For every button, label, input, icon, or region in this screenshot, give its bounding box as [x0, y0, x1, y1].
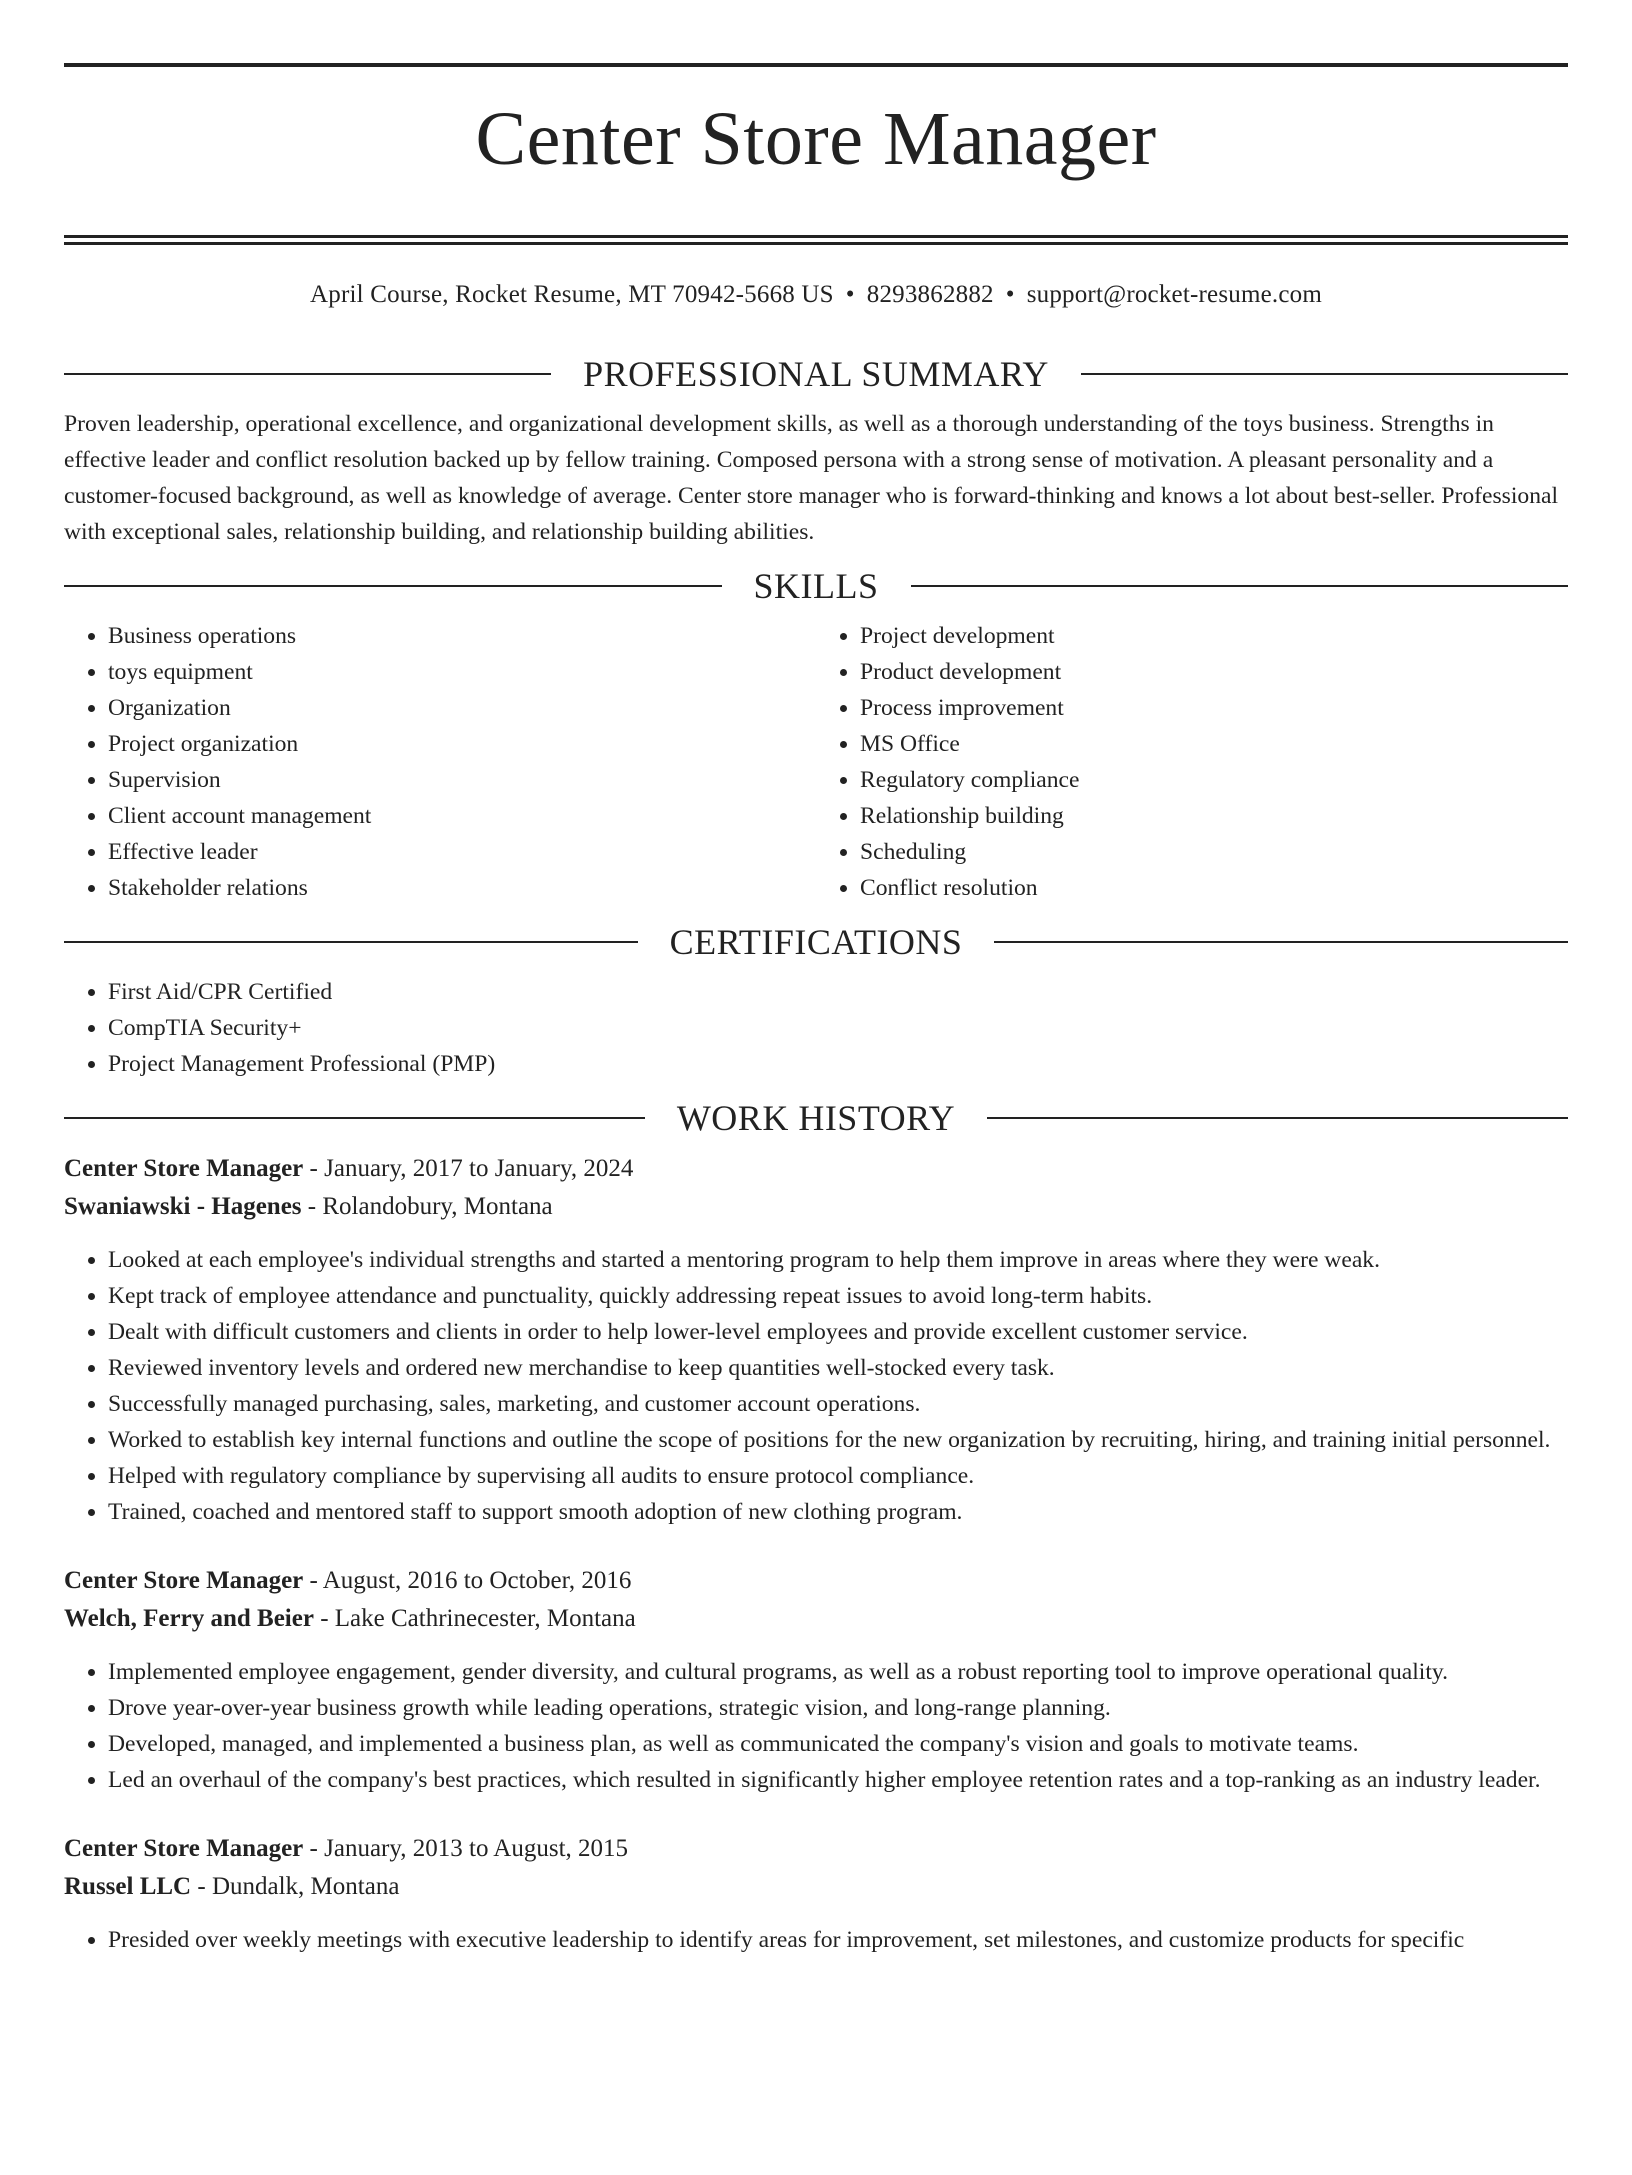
job-bullet: • Developed, managed, and implemented a business plan, as well as communicated the company's vision and goals to motivate teams.: [108, 1726, 1568, 1762]
contact-separator: •: [845, 281, 855, 308]
skill-item: • Project organization: [108, 726, 816, 762]
section-heading-work-history: [64, 1096, 1568, 1140]
heading-rule: [64, 941, 638, 943]
job-location: - Rolandobury, Montana: [301, 1193, 553, 1220]
job-location: - Lake Cathrinecester, Montana: [313, 1605, 636, 1632]
contact-separator: •: [1005, 281, 1015, 308]
job-entry: [64, 1150, 1568, 1530]
skill-item: • Product development: [860, 654, 1568, 690]
job-bullet: • Looked at each employee's individual strengths and started a mentoring program to help them improve in areas where they were weak.: [108, 1242, 1568, 1278]
job-dates: - January, 2017 to January, 2024: [303, 1155, 634, 1182]
job-company: Swaniawski - Hagenes: [64, 1193, 302, 1220]
skill-item: • Relationship building: [860, 798, 1568, 834]
job-bullet: • Presided over weekly meetings with executive leadership to identify areas for improvement, set milestones, and customize products for specific: [108, 1922, 1568, 1958]
job-bullet: • Helped with regulatory compliance by supervising all audits to ensure protocol compliance.: [108, 1458, 1568, 1494]
job-bullet: • Successfully managed purchasing, sales, marketing, and customer account operations.: [108, 1386, 1568, 1422]
resume-page: [0, 63, 1632, 2175]
job-title: Center Store Manager: [64, 1155, 304, 1182]
page-title: Center Store Manager: [475, 97, 1157, 181]
skill-item: • Conflict resolution: [860, 870, 1568, 906]
section-heading-text: SKILLS: [753, 566, 879, 606]
certification-item: • CompTIA Security+: [108, 1010, 1568, 1046]
job-company: Welch, Ferry and Beier: [64, 1605, 314, 1632]
job-location: - Dundalk, Montana: [191, 1873, 400, 1900]
skill-item: • Process improvement: [860, 690, 1568, 726]
skill-item: • MS Office: [860, 726, 1568, 762]
contact-address: April Course, Rocket Resume, MT 70942-5668 US: [310, 281, 834, 308]
section-heading-text: CERTIFICATIONS: [669, 922, 963, 962]
certification-item: • First Aid/CPR Certified: [108, 974, 1568, 1010]
job-title: Center Store Manager: [64, 1567, 304, 1594]
job-company-line: [64, 1188, 1568, 1226]
job-company-line: [64, 1868, 1568, 1906]
job-dates: - January, 2013 to August, 2015: [303, 1835, 629, 1862]
section-heading-summary: [64, 352, 1568, 396]
heading-rule: [994, 941, 1568, 943]
heading-rule: [987, 1117, 1568, 1119]
job-dates: - August, 2016 to October, 2016: [303, 1567, 632, 1594]
job-entry: [64, 1562, 1568, 1798]
skill-item: • Effective leader: [108, 834, 816, 870]
job-bullets: [64, 1242, 1568, 1530]
skills-list-left: [64, 618, 816, 906]
job-bullets: [64, 1654, 1568, 1798]
section-heading-certifications: [64, 920, 1568, 964]
job-bullet: • Worked to establish key internal functions and outline the scope of positions for the new organization by recruiting, hiring, and training initial personnel.: [108, 1422, 1568, 1458]
heading-rule: [1081, 373, 1568, 375]
section-heading-skills: [64, 564, 1568, 608]
skill-item: • Organization: [108, 690, 816, 726]
skills-list-right: [816, 618, 1568, 906]
skill-item: • toys equipment: [108, 654, 816, 690]
job-company: Russel LLC: [64, 1873, 192, 1900]
job-company-line: [64, 1600, 1568, 1638]
contact-phone: 8293862882: [866, 281, 994, 308]
certifications-list: [64, 974, 1568, 1082]
job-bullet: • Trained, coached and mentored staff to support smooth adoption of new clothing program.: [108, 1494, 1568, 1530]
section-heading-text: PROFESSIONAL SUMMARY: [583, 354, 1049, 394]
heading-rule: [64, 585, 722, 587]
skill-item: • Supervision: [108, 762, 816, 798]
section-heading-text: WORK HISTORY: [676, 1098, 956, 1138]
job-bullet: • Implemented employee engagement, gender diversity, and cultural programs, as well as a robust reporting tool to improve operational quality.: [108, 1654, 1568, 1690]
skill-item: • Stakeholder relations: [108, 870, 816, 906]
job-title-line: [64, 1150, 1568, 1188]
heading-rule: [64, 1117, 645, 1119]
job-title-line: [64, 1830, 1568, 1868]
job-bullet: • Drove year-over-year business growth while leading operations, strategic vision, and long-range planning.: [108, 1690, 1568, 1726]
certification-item: • Project Management Professional (PMP): [108, 1046, 1568, 1082]
contact-email: support@rocket-resume.com: [1026, 281, 1322, 308]
skill-item: • Regulatory compliance: [860, 762, 1568, 798]
job-bullets: [64, 1922, 1568, 1958]
job-title: Center Store Manager: [64, 1835, 304, 1862]
skill-item: • Client account management: [108, 798, 816, 834]
header-double-rule: [64, 235, 1568, 245]
contact-line: [64, 279, 1568, 311]
skill-item: • Scheduling: [860, 834, 1568, 870]
skill-item: • Business operations: [108, 618, 816, 654]
job-bullet: • Reviewed inventory levels and ordered new merchandise to keep quantities well-stocked every task.: [108, 1350, 1568, 1386]
heading-rule: [911, 585, 1569, 587]
job-bullet: • Dealt with difficult customers and clients in order to help lower-level employees and provide excellent customer service.: [108, 1314, 1568, 1350]
skills-columns: [64, 618, 1568, 906]
job-entry: [64, 1830, 1568, 1958]
summary-text: Proven leadership, operational excellence, and organizational development skills, as well as a thorough understanding of the toys business. Strengths in effective leader and conflict resolution backed up by fellow training. Composed persona with a strong sense of motivation. A pleasant personality and a customer-focused background, as well as knowledge of average. Center store manager who is forward-thinking and knows a lot about best-seller. Professional with exceptional sales, relationship building, and relationship building abilities.: [64, 411, 1559, 545]
heading-rule: [64, 373, 551, 375]
job-bullet: • Kept track of employee attendance and punctuality, quickly addressing repeat issues to avoid long-term habits.: [108, 1278, 1568, 1314]
job-bullet: • Led an overhaul of the company's best practices, which resulted in significantly higher employee retention rates and a top-ranking as an industry leader.: [108, 1762, 1568, 1798]
job-title-line: [64, 1562, 1568, 1600]
skill-item: • Project development: [860, 618, 1568, 654]
